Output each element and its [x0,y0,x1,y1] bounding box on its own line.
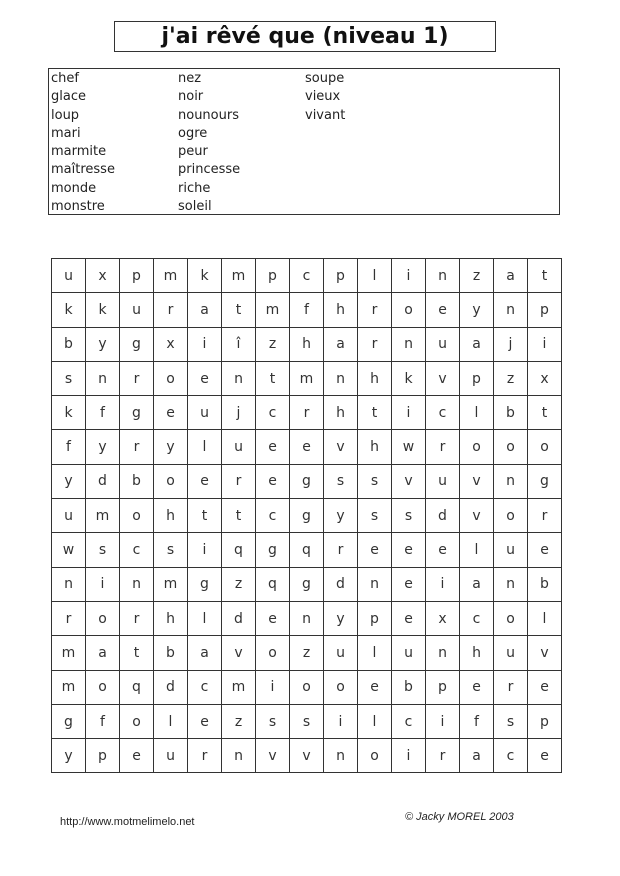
grid-cell[interactable]: r [426,430,460,464]
grid-cell[interactable]: n [494,293,528,327]
grid-cell[interactable]: o [528,430,562,464]
grid-cell[interactable]: v [460,499,494,533]
grid-cell[interactable]: p [426,671,460,705]
grid-cell[interactable]: v [528,636,562,670]
grid-cell[interactable]: e [188,465,222,499]
grid-cell[interactable]: d [426,499,460,533]
grid-cell[interactable]: b [392,671,426,705]
grid-cell[interactable]: c [392,705,426,739]
word-list [48,68,560,215]
grid-cell[interactable]: i [392,739,426,773]
grid-cell[interactable]: t [222,499,256,533]
grid-cell[interactable]: z [256,328,290,362]
grid-cell[interactable]: a [460,739,494,773]
grid-cell[interactable]: r [358,293,392,327]
grid-cell[interactable]: g [256,533,290,567]
grid-cell[interactable]: u [324,636,358,670]
grid-cell[interactable]: s [392,499,426,533]
grid-cell[interactable]: o [494,602,528,636]
copyright-notice: © Jacky MOREL 2003 [405,811,514,823]
word-list-item: maîtresse [51,162,115,178]
grid-cell[interactable]: g [290,568,324,602]
grid-cell[interactable]: v [392,465,426,499]
grid-cell[interactable]: m [256,293,290,327]
word-list-item: loup [51,107,80,123]
grid-cell[interactable]: z [494,362,528,396]
grid-cell[interactable]: v [324,430,358,464]
grid-cell[interactable]: e [528,533,562,567]
grid-cell[interactable]: u [154,739,188,773]
grid-cell[interactable]: y [324,602,358,636]
grid-cell[interactable]: i [324,705,358,739]
grid-cell[interactable]: q [120,671,154,705]
grid-cell[interactable]: a [188,636,222,670]
word-list-item: nounours [178,107,239,123]
grid-cell[interactable]: h [324,293,358,327]
grid-cell[interactable]: c [188,671,222,705]
grid-cell[interactable]: o [392,293,426,327]
grid-cell[interactable]: w [52,533,86,567]
grid-cell[interactable]: m [86,499,120,533]
grid-cell[interactable]: h [324,396,358,430]
grid-cell[interactable]: n [392,328,426,362]
grid-cell[interactable]: u [494,533,528,567]
grid-cell[interactable]: c [290,259,324,293]
grid-cell[interactable]: t [528,396,562,430]
grid-cell[interactable]: e [392,533,426,567]
grid-cell[interactable]: m [52,671,86,705]
grid-cell[interactable]: r [188,739,222,773]
grid-cell[interactable]: e [256,430,290,464]
grid-cell[interactable]: u [188,396,222,430]
grid-cell[interactable]: s [154,533,188,567]
grid-cell[interactable]: a [324,328,358,362]
grid-cell[interactable]: r [120,362,154,396]
grid-cell[interactable]: y [52,465,86,499]
grid-cell[interactable]: g [528,465,562,499]
grid-cell[interactable]: i [528,328,562,362]
grid-cell[interactable]: g [290,465,324,499]
grid-cell[interactable]: o [358,739,392,773]
word-list-item: glace [51,89,86,105]
grid-cell[interactable]: c [494,739,528,773]
grid-cell[interactable]: h [358,362,392,396]
grid-cell[interactable]: x [426,602,460,636]
word-list-item: monde [51,180,97,196]
grid-cell[interactable]: v [290,739,324,773]
grid-cell[interactable]: r [154,293,188,327]
grid-cell[interactable]: m [52,636,86,670]
grid-cell[interactable]: k [86,293,120,327]
grid-cell[interactable]: a [86,636,120,670]
grid-cell[interactable]: h [154,602,188,636]
grid-cell[interactable]: d [222,602,256,636]
grid-cell[interactable]: g [120,396,154,430]
grid-cell[interactable]: c [120,533,154,567]
grid-cell[interactable]: a [460,328,494,362]
grid-cell[interactable]: d [154,671,188,705]
grid-cell[interactable]: q [222,533,256,567]
grid-cell[interactable]: m [290,362,324,396]
grid-cell[interactable]: z [222,568,256,602]
grid-cell[interactable]: i [188,533,222,567]
grid-cell[interactable]: e [426,293,460,327]
word-list-item: peur [178,144,208,160]
grid-cell[interactable]: n [324,739,358,773]
grid-cell[interactable]: d [324,568,358,602]
grid-cell[interactable]: p [256,259,290,293]
grid-cell[interactable]: v [222,636,256,670]
grid-cell[interactable]: s [358,499,392,533]
word-list-item: monstre [51,199,105,215]
grid-cell[interactable]: n [290,602,324,636]
word-list-column-3 [305,70,345,125]
grid-cell[interactable]: u [52,499,86,533]
grid-cell[interactable]: k [52,396,86,430]
grid-cell[interactable]: k [188,259,222,293]
word-list-item: chef [51,71,79,86]
grid-cell[interactable]: r [52,602,86,636]
grid-cell[interactable]: s [256,705,290,739]
word-list-item: princesse [178,162,241,178]
grid-cell[interactable]: h [154,499,188,533]
grid-cell[interactable]: b [528,568,562,602]
grid-cell[interactable]: n [324,362,358,396]
word-list-item: vivant [305,107,346,123]
grid-cell[interactable]: n [222,739,256,773]
grid-cell[interactable]: i [86,568,120,602]
grid-cell[interactable]: s [494,705,528,739]
grid-cell[interactable]: p [324,259,358,293]
grid-cell[interactable]: c [426,396,460,430]
page-title: j'ai rêvé que (niveau 1) [114,21,496,52]
grid-cell[interactable]: t [222,293,256,327]
grid-cell[interactable]: r [494,671,528,705]
grid-cell[interactable]: h [290,328,324,362]
grid-cell[interactable]: g [52,705,86,739]
grid-cell[interactable]: v [426,362,460,396]
grid-cell[interactable]: h [358,430,392,464]
grid-cell[interactable]: l [358,636,392,670]
grid-cell[interactable]: i [188,328,222,362]
grid-cell[interactable]: z [222,705,256,739]
grid-cell[interactable]: x [528,362,562,396]
grid-cell[interactable]: w [392,430,426,464]
grid-cell[interactable]: o [256,636,290,670]
word-list-item: riche [178,180,211,196]
grid-cell[interactable]: e [460,671,494,705]
grid-cell[interactable]: r [358,328,392,362]
grid-cell[interactable]: k [52,293,86,327]
grid-cell[interactable]: x [154,328,188,362]
grid-cell[interactable]: o [86,671,120,705]
grid-cell[interactable]: o [154,465,188,499]
grid-cell[interactable]: r [426,739,460,773]
grid-cell[interactable]: u [52,259,86,293]
word-search-grid [51,258,562,773]
grid-cell[interactable]: l [460,533,494,567]
grid-cell[interactable]: c [256,396,290,430]
word-list-item: nez [178,71,202,86]
grid-cell[interactable]: e [528,739,562,773]
grid-cell[interactable]: n [222,362,256,396]
grid-cell[interactable]: m [154,259,188,293]
grid-cell[interactable]: e [290,430,324,464]
grid-cell[interactable]: f [290,293,324,327]
grid-cell[interactable]: p [528,705,562,739]
grid-cell[interactable]: f [86,396,120,430]
grid-cell[interactable]: z [290,636,324,670]
grid-cell[interactable]: e [154,396,188,430]
grid-cell[interactable]: s [358,465,392,499]
grid-cell[interactable]: e [188,362,222,396]
word-list-item: soleil [178,199,212,215]
grid-cell[interactable]: u [392,636,426,670]
grid-cell[interactable]: f [86,705,120,739]
grid-cell[interactable]: e [358,671,392,705]
grid-cell[interactable]: o [324,671,358,705]
grid-cell[interactable]: l [188,602,222,636]
grid-cell[interactable]: l [528,602,562,636]
grid-cell[interactable]: e [392,602,426,636]
grid-cell[interactable]: b [52,328,86,362]
grid-cell[interactable]: e [392,568,426,602]
grid-cell[interactable]: m [222,259,256,293]
grid-cell[interactable]: r [120,602,154,636]
grid-cell[interactable]: r [324,533,358,567]
grid-cell[interactable]: u [426,328,460,362]
word-list-item: vieux [305,89,341,105]
grid-cell[interactable]: q [290,533,324,567]
grid-cell[interactable]: u [494,636,528,670]
grid-cell[interactable]: m [154,568,188,602]
grid-cell[interactable]: p [86,739,120,773]
grid-cell[interactable]: b [154,636,188,670]
grid-cell[interactable]: o [120,499,154,533]
grid-cell[interactable]: g [290,499,324,533]
grid-cell[interactable]: y [52,739,86,773]
grid-cell[interactable]: t [528,259,562,293]
grid-cell[interactable]: j [494,328,528,362]
grid-cell[interactable]: v [460,465,494,499]
grid-cell[interactable]: b [120,465,154,499]
grid-cell[interactable]: î [222,328,256,362]
grid-cell[interactable]: e [256,465,290,499]
word-list-item: noir [178,89,204,105]
grid-cell[interactable]: o [154,362,188,396]
grid-cell[interactable]: e [188,705,222,739]
word-list-item: mari [51,125,81,141]
word-list-column-2 [178,70,240,216]
grid-cell[interactable]: r [120,430,154,464]
grid-cell[interactable]: l [460,396,494,430]
grid-cell[interactable]: y [154,430,188,464]
grid-cell[interactable]: m [222,671,256,705]
grid-cell[interactable]: v [256,739,290,773]
grid-cell[interactable]: p [358,602,392,636]
grid-cell[interactable]: x [86,259,120,293]
grid-cell[interactable]: y [324,499,358,533]
grid-cell[interactable]: n [86,362,120,396]
grid-cell[interactable]: e [528,671,562,705]
grid-cell[interactable]: a [494,259,528,293]
grid-cell[interactable]: u [426,465,460,499]
grid-cell[interactable]: p [120,259,154,293]
grid-cell[interactable]: c [460,602,494,636]
grid-cell[interactable]: e [120,739,154,773]
grid-cell[interactable]: s [290,705,324,739]
grid-cell[interactable]: i [426,705,460,739]
grid-cell[interactable]: s [86,533,120,567]
grid-cell[interactable]: a [188,293,222,327]
website-url[interactable]: http://www.motmelimelo.net [60,816,195,828]
grid-cell[interactable]: f [460,705,494,739]
grid-cell[interactable]: i [392,259,426,293]
grid-cell[interactable]: s [324,465,358,499]
grid-cell[interactable]: y [460,293,494,327]
grid-cell[interactable]: o [120,705,154,739]
grid-cell[interactable]: t [256,362,290,396]
grid-cell[interactable]: e [426,533,460,567]
grid-cell[interactable]: f [52,430,86,464]
grid-cell[interactable]: y [86,328,120,362]
grid-cell[interactable]: a [460,568,494,602]
grid-cell[interactable]: s [52,362,86,396]
grid-cell[interactable]: p [528,293,562,327]
grid-cell[interactable]: d [86,465,120,499]
grid-cell[interactable]: i [426,568,460,602]
grid-cell[interactable]: n [120,568,154,602]
grid-cell[interactable]: l [154,705,188,739]
grid-cell[interactable]: c [256,499,290,533]
grid-cell[interactable]: p [460,362,494,396]
grid-cell[interactable]: r [528,499,562,533]
grid-cell[interactable]: n [426,259,460,293]
grid-cell[interactable]: i [392,396,426,430]
grid-cell[interactable]: l [358,705,392,739]
grid-cell[interactable]: i [256,671,290,705]
grid-cell[interactable]: q [256,568,290,602]
grid-cell[interactable]: j [222,396,256,430]
grid-cell[interactable]: h [460,636,494,670]
grid-cell[interactable]: g [120,328,154,362]
grid-cell[interactable]: b [494,396,528,430]
grid-cell[interactable]: t [120,636,154,670]
word-list-column-1 [51,70,115,216]
grid-cell[interactable]: n [494,568,528,602]
grid-cell[interactable]: k [392,362,426,396]
grid-cell[interactable]: n [426,636,460,670]
grid-cell[interactable]: o [460,430,494,464]
word-list-item: ogre [178,125,208,141]
grid-cell[interactable]: g [188,568,222,602]
grid-cell[interactable]: o [494,499,528,533]
grid-cell[interactable]: o [86,602,120,636]
grid-cell[interactable]: o [290,671,324,705]
grid-cell[interactable]: t [358,396,392,430]
word-list-item: soupe [305,71,345,86]
grid-cell[interactable]: l [188,430,222,464]
grid-cell[interactable]: e [358,533,392,567]
grid-cell[interactable]: y [86,430,120,464]
grid-cell[interactable]: e [256,602,290,636]
grid-cell[interactable]: u [222,430,256,464]
grid-cell[interactable]: l [358,259,392,293]
grid-cell[interactable]: r [222,465,256,499]
grid-cell[interactable]: t [188,499,222,533]
grid-cell[interactable]: n [358,568,392,602]
word-list-item: marmite [51,144,107,160]
grid-cell[interactable]: o [494,430,528,464]
grid-cell[interactable]: n [52,568,86,602]
grid-cell[interactable]: u [120,293,154,327]
grid-cell[interactable]: n [494,465,528,499]
grid-cell[interactable]: r [290,396,324,430]
grid-cell[interactable]: z [460,259,494,293]
